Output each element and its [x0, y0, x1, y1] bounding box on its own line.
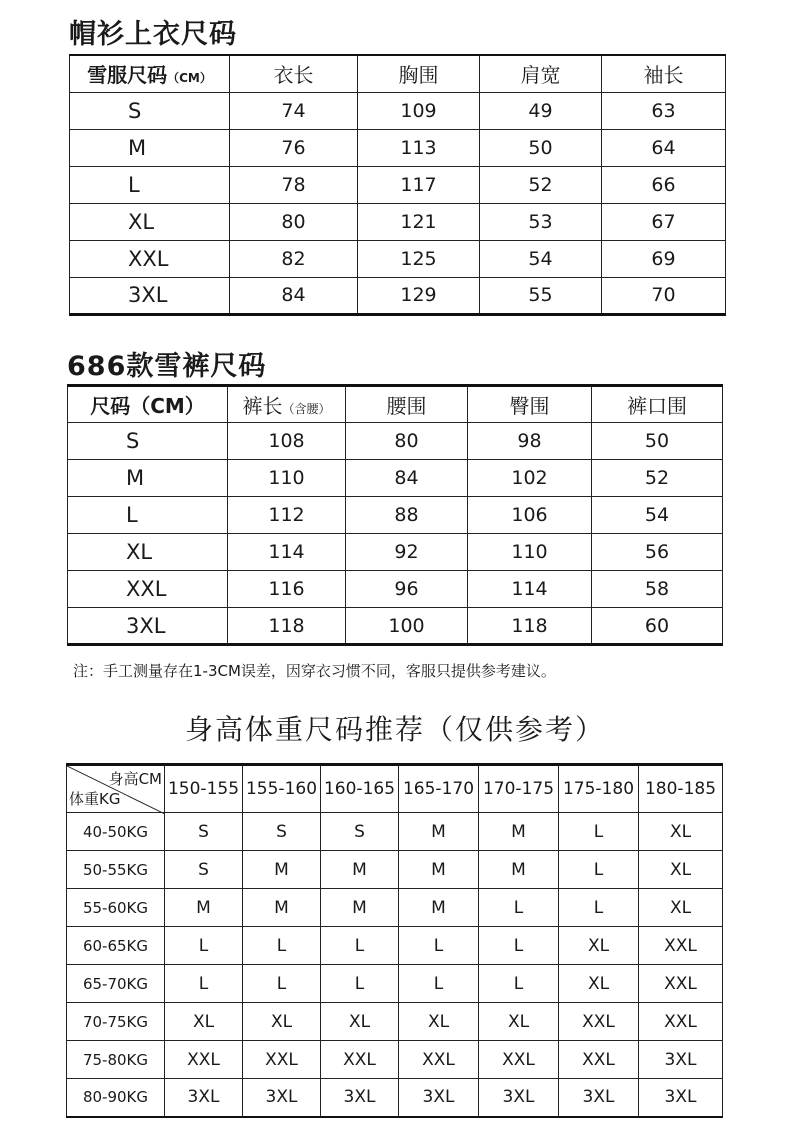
recommended-size-cell: L — [559, 851, 639, 889]
value-cell: 78 — [230, 166, 358, 203]
value-cell: 84 — [346, 460, 468, 497]
recommended-size-cell: XL — [639, 889, 723, 927]
size-cell: M — [70, 129, 230, 166]
recommend-title: 身高体重尺码推荐（仅供参考） — [184, 713, 605, 746]
height-range-header: 165-170 — [399, 765, 479, 813]
value-cell: 67 — [602, 203, 726, 240]
value-cell: 74 — [230, 92, 358, 129]
table-header-row — [68, 386, 723, 423]
recommended-size-cell: XL — [165, 1003, 243, 1041]
recommended-size-cell: XL — [243, 1003, 321, 1041]
weight-range-cell: 60-65KG — [67, 927, 165, 965]
recommended-size-cell: XXL — [243, 1041, 321, 1079]
value-cell: 116 — [228, 571, 346, 608]
recommended-size-cell: L — [321, 927, 399, 965]
weight-range-cell: 40-50KG — [67, 813, 165, 851]
recommended-size-cell: L — [165, 965, 243, 1003]
recommended-size-cell: S — [243, 813, 321, 851]
column-header: 裤长（含腰） — [228, 386, 346, 423]
top-size-table — [69, 54, 726, 316]
value-cell: 70 — [602, 277, 726, 314]
recommended-size-cell: L — [479, 965, 559, 1003]
value-cell: 66 — [602, 166, 726, 203]
table-row — [67, 1041, 723, 1079]
height-range-header: 170-175 — [479, 765, 559, 813]
recommended-size-cell: M — [479, 851, 559, 889]
table-row — [68, 608, 723, 645]
value-cell: 114 — [228, 534, 346, 571]
recommended-size-cell: XXL — [321, 1041, 399, 1079]
table-row — [67, 965, 723, 1003]
table-row — [67, 851, 723, 889]
table-header-row — [70, 55, 726, 92]
value-cell: 118 — [228, 608, 346, 645]
size-header: 雪服尺码（CM） — [70, 55, 230, 92]
height-weight-corner — [67, 765, 165, 813]
pants-size-title: 686款雪裤尺码 — [67, 351, 267, 382]
column-header: 裤口围 — [592, 386, 723, 423]
value-cell: 121 — [358, 203, 480, 240]
recommended-size-cell: XL — [479, 1003, 559, 1041]
table-row — [67, 927, 723, 965]
value-cell: 117 — [358, 166, 480, 203]
recommended-size-cell: XXL — [559, 1041, 639, 1079]
table-row — [67, 813, 723, 851]
recommended-size-cell: M — [321, 851, 399, 889]
recommended-size-cell: M — [321, 889, 399, 927]
recommended-size-cell: XXL — [559, 1003, 639, 1041]
recommended-size-cell: M — [399, 813, 479, 851]
recommended-size-cell: L — [479, 927, 559, 965]
value-cell: 55 — [480, 277, 602, 314]
table-row — [70, 240, 726, 277]
table-row — [70, 277, 726, 314]
weight-label: 体重KG — [69, 790, 121, 808]
size-cell: M — [68, 460, 228, 497]
weight-range-cell: 65-70KG — [67, 965, 165, 1003]
size-cell: L — [70, 166, 230, 203]
value-cell: 112 — [228, 497, 346, 534]
recommended-size-cell: 3XL — [639, 1041, 723, 1079]
recommend-table — [66, 763, 723, 1118]
value-cell: 125 — [358, 240, 480, 277]
height-range-header: 175-180 — [559, 765, 639, 813]
weight-range-cell: 75-80KG — [67, 1041, 165, 1079]
value-cell: 53 — [480, 203, 602, 240]
value-cell: 56 — [592, 534, 723, 571]
recommended-size-cell: XL — [639, 813, 723, 851]
recommended-size-cell: XXL — [639, 1003, 723, 1041]
table-row — [68, 571, 723, 608]
recommended-size-cell: M — [399, 889, 479, 927]
value-cell: 92 — [346, 534, 468, 571]
recommended-size-cell: L — [559, 889, 639, 927]
size-cell: 3XL — [70, 277, 230, 314]
recommended-size-cell: XL — [559, 927, 639, 965]
table-row — [67, 889, 723, 927]
size-cell: L — [68, 497, 228, 534]
recommended-size-cell: 3XL — [479, 1079, 559, 1117]
recommended-size-cell: M — [479, 813, 559, 851]
recommended-size-cell: XXL — [399, 1041, 479, 1079]
table-row — [68, 497, 723, 534]
recommended-size-cell: XXL — [479, 1041, 559, 1079]
recommended-size-cell: XL — [321, 1003, 399, 1041]
size-cell: XL — [68, 534, 228, 571]
value-cell: 114 — [468, 571, 592, 608]
value-cell: 69 — [602, 240, 726, 277]
recommended-size-cell: S — [165, 851, 243, 889]
recommended-size-cell: L — [321, 965, 399, 1003]
recommended-size-cell: XL — [639, 851, 723, 889]
recommended-size-cell: L — [243, 927, 321, 965]
value-cell: 76 — [230, 129, 358, 166]
value-cell: 52 — [592, 460, 723, 497]
size-cell: XXL — [68, 571, 228, 608]
size-cell: S — [68, 423, 228, 460]
value-cell: 110 — [228, 460, 346, 497]
height-range-header: 155-160 — [243, 765, 321, 813]
column-header: 胸围 — [358, 55, 480, 92]
size-header: 尺码（CM） — [68, 386, 228, 423]
pants-size-table — [67, 384, 723, 646]
weight-range-cell: 50-55KG — [67, 851, 165, 889]
value-cell: 88 — [346, 497, 468, 534]
recommended-size-cell: L — [399, 965, 479, 1003]
recommended-size-cell: 3XL — [639, 1079, 723, 1117]
recommended-size-cell: M — [399, 851, 479, 889]
weight-range-cell: 70-75KG — [67, 1003, 165, 1041]
value-cell: 63 — [602, 92, 726, 129]
table-row — [70, 166, 726, 203]
table-row — [70, 92, 726, 129]
value-cell: 54 — [480, 240, 602, 277]
table-row — [68, 423, 723, 460]
value-cell: 113 — [358, 129, 480, 166]
value-cell: 54 — [592, 497, 723, 534]
height-range-header: 160-165 — [321, 765, 399, 813]
weight-range-cell: 55-60KG — [67, 889, 165, 927]
column-header: 臀围 — [468, 386, 592, 423]
value-cell: 129 — [358, 277, 480, 314]
recommended-size-cell: S — [165, 813, 243, 851]
recommended-size-cell: M — [243, 851, 321, 889]
value-cell: 80 — [230, 203, 358, 240]
table-header-row — [67, 765, 723, 813]
column-header: 袖长 — [602, 55, 726, 92]
recommended-size-cell: L — [479, 889, 559, 927]
recommended-size-cell: XL — [559, 965, 639, 1003]
recommended-size-cell: L — [399, 927, 479, 965]
value-cell: 108 — [228, 423, 346, 460]
value-cell: 110 — [468, 534, 592, 571]
recommended-size-cell: L — [165, 927, 243, 965]
recommended-size-cell: 3XL — [165, 1079, 243, 1117]
height-label: 身高CM — [108, 770, 162, 788]
size-cell: 3XL — [68, 608, 228, 645]
recommended-size-cell: 3XL — [321, 1079, 399, 1117]
value-cell: 96 — [346, 571, 468, 608]
value-cell: 82 — [230, 240, 358, 277]
value-cell: 52 — [480, 166, 602, 203]
table-row — [70, 203, 726, 240]
table-row — [67, 1079, 723, 1117]
weight-range-cell: 80-90KG — [67, 1079, 165, 1117]
column-header: 衣长 — [230, 55, 358, 92]
recommended-size-cell: M — [165, 889, 243, 927]
value-cell: 100 — [346, 608, 468, 645]
value-cell: 118 — [468, 608, 592, 645]
value-cell: 109 — [358, 92, 480, 129]
recommended-size-cell: XXL — [639, 965, 723, 1003]
value-cell: 84 — [230, 277, 358, 314]
recommended-size-cell: 3XL — [243, 1079, 321, 1117]
value-cell: 58 — [592, 571, 723, 608]
recommended-size-cell: L — [559, 813, 639, 851]
table-row — [68, 460, 723, 497]
value-cell: 64 — [602, 129, 726, 166]
height-range-header: 180-185 — [639, 765, 723, 813]
recommended-size-cell: XXL — [639, 927, 723, 965]
value-cell: 106 — [468, 497, 592, 534]
height-range-header: 150-155 — [165, 765, 243, 813]
top-size-title: 帽衫上衣尺码 — [69, 19, 237, 50]
value-cell: 60 — [592, 608, 723, 645]
size-cell: XL — [70, 203, 230, 240]
value-cell: 50 — [480, 129, 602, 166]
value-cell: 49 — [480, 92, 602, 129]
measurement-note: 注：手工测量存在1-3CM误差，因穿衣习惯不同，客服只提供参考建议。 — [73, 662, 556, 680]
value-cell: 50 — [592, 423, 723, 460]
value-cell: 102 — [468, 460, 592, 497]
recommended-size-cell: M — [243, 889, 321, 927]
size-cell: S — [70, 92, 230, 129]
recommended-size-cell: S — [321, 813, 399, 851]
column-header: 肩宽 — [480, 55, 602, 92]
recommended-size-cell: L — [243, 965, 321, 1003]
table-row — [70, 129, 726, 166]
column-header: 腰围 — [346, 386, 468, 423]
recommended-size-cell: 3XL — [559, 1079, 639, 1117]
table-row — [67, 1003, 723, 1041]
table-row — [68, 534, 723, 571]
size-cell: XXL — [70, 240, 230, 277]
value-cell: 80 — [346, 423, 468, 460]
recommended-size-cell: 3XL — [399, 1079, 479, 1117]
recommended-size-cell: XL — [399, 1003, 479, 1041]
value-cell: 98 — [468, 423, 592, 460]
recommended-size-cell: XXL — [165, 1041, 243, 1079]
